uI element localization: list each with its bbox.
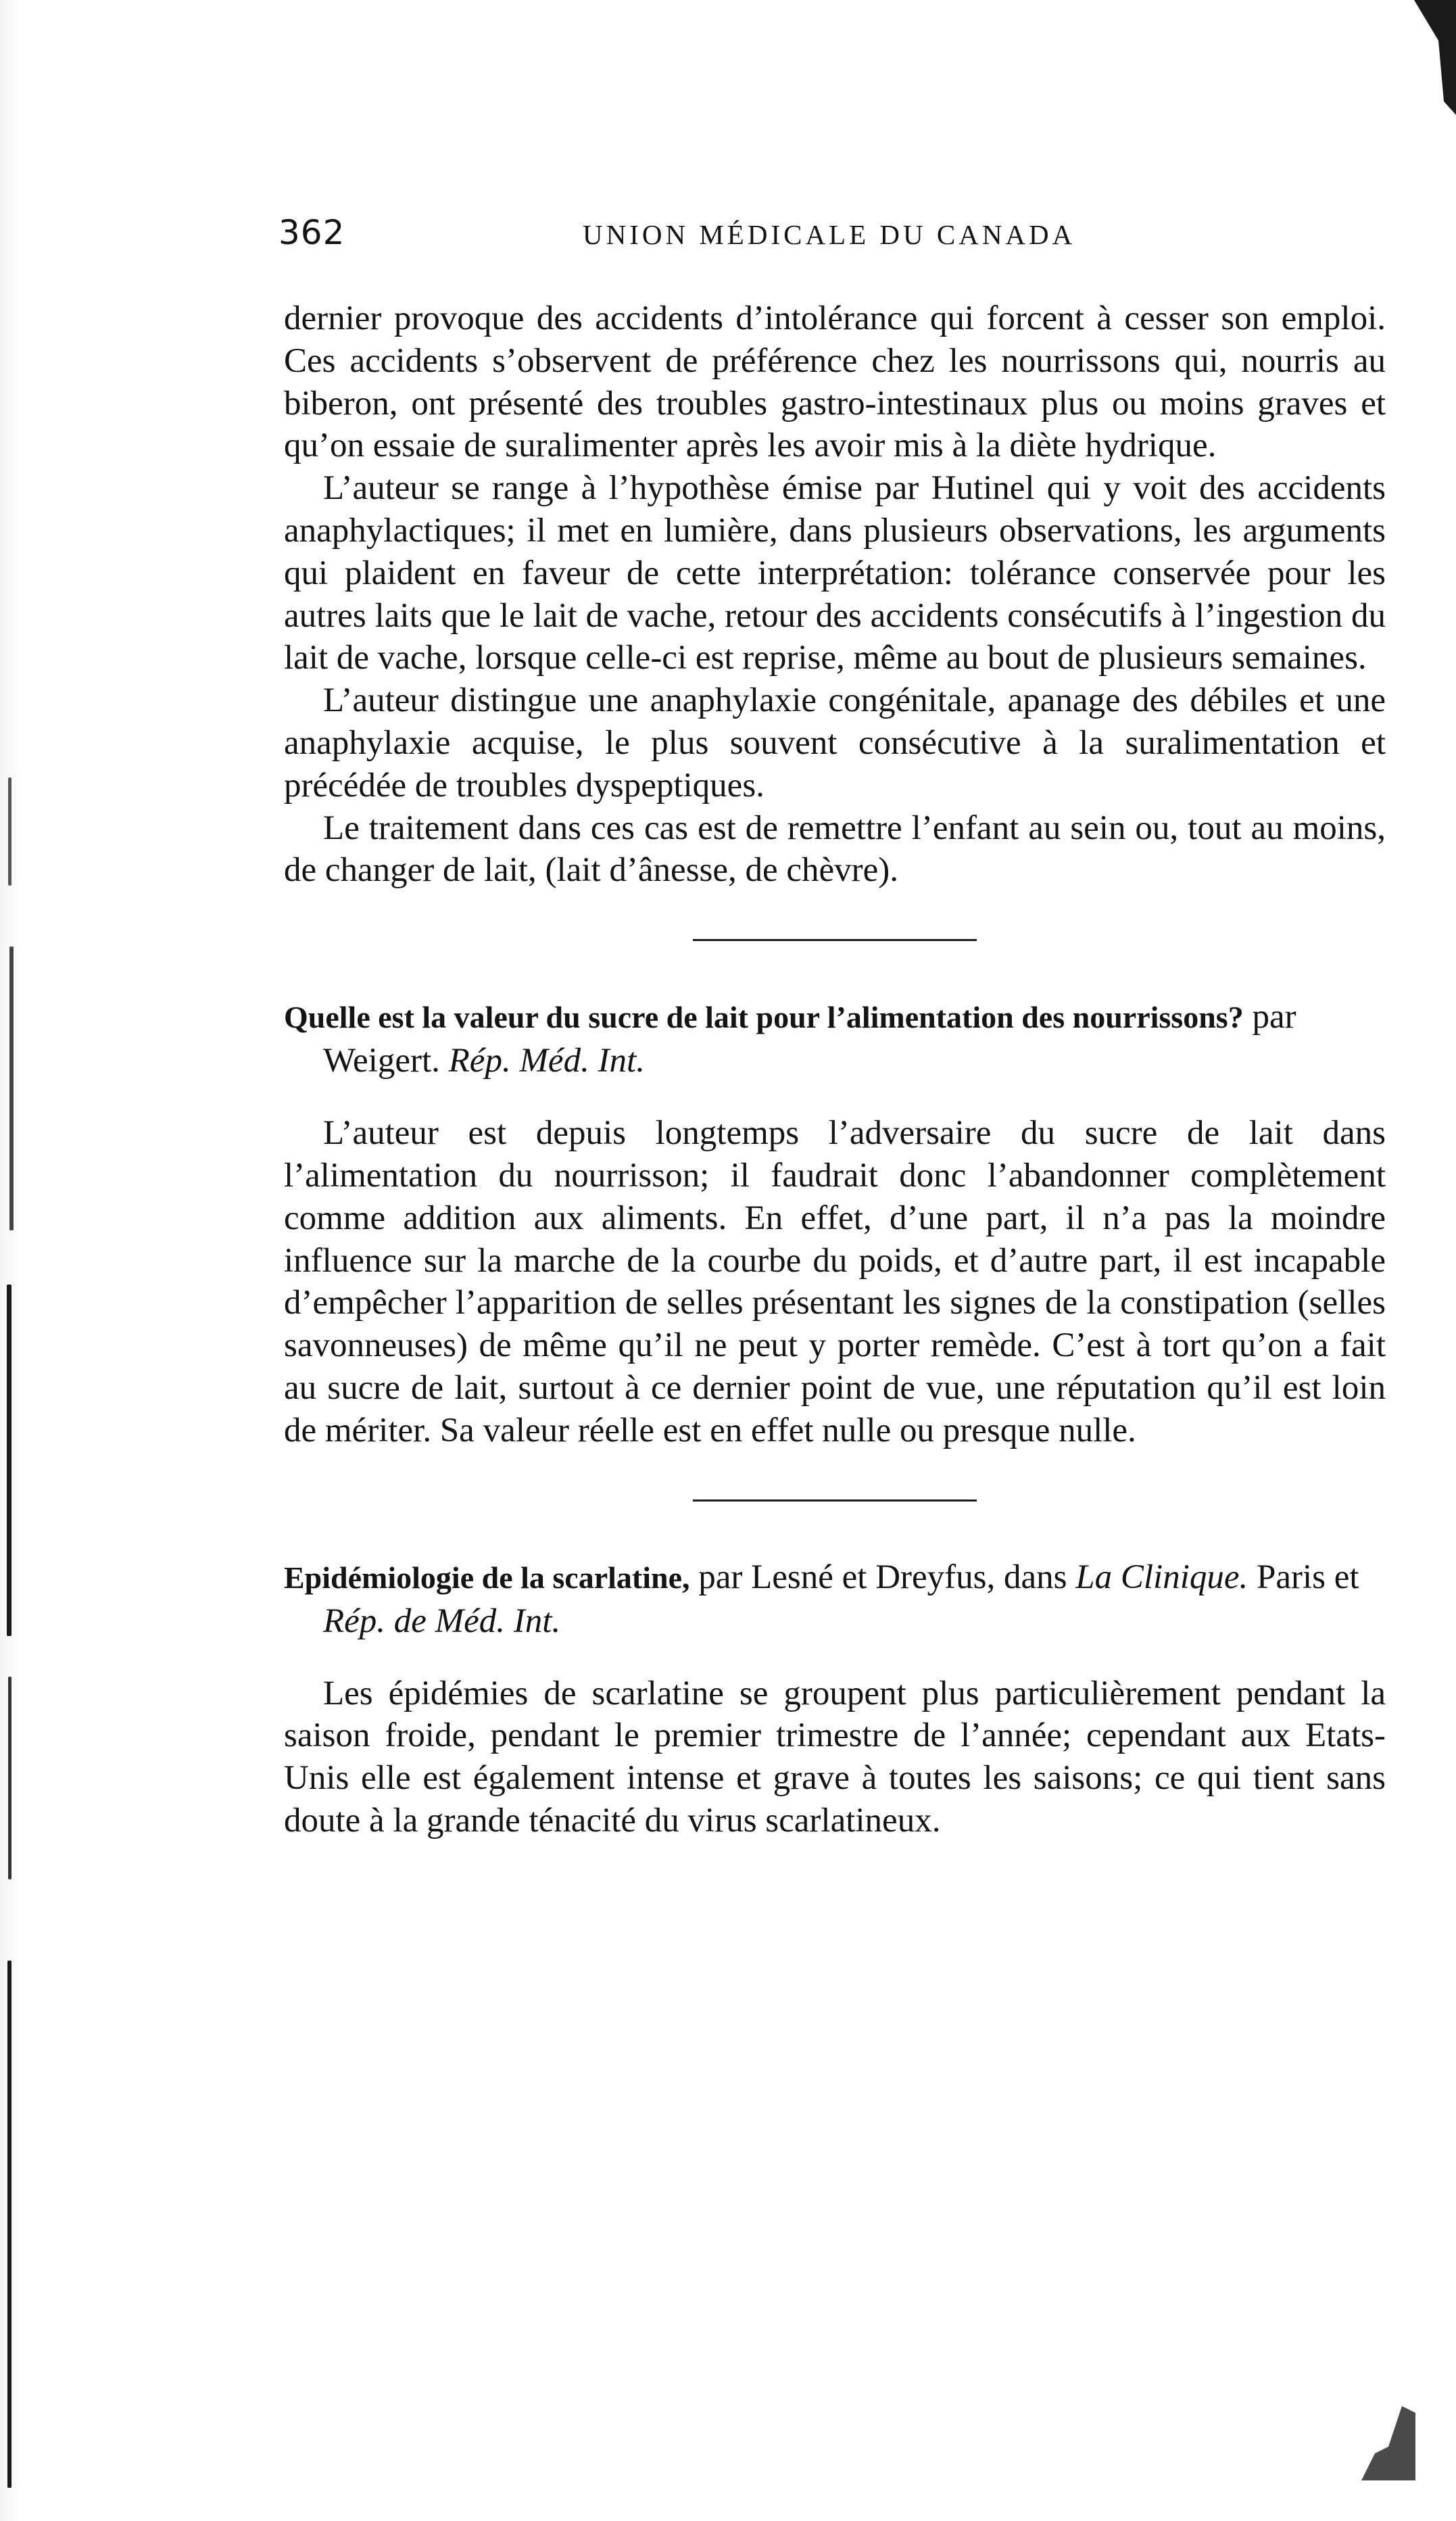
paragraph: L’auteur distingue une anaphylaxie congénitale, apanage des débiles et une anaphylaxie acquise, le plus souvent consécutive à la suralimentation et précédée de troubles dyspeptiques. (284, 681, 1386, 805)
article-title (284, 995, 1386, 1082)
article-title-source: La Clinique. (1075, 1558, 1248, 1596)
paragraph: Le traitement dans ces cas est de remettre l’enfant au sein ou, tout au moins, de changer de lait, (lait d’ânesse, de chèvre). (284, 809, 1386, 890)
page-number: 362 (278, 213, 345, 252)
article-body: Les épidémies de scarlatine se groupent plus particulièrement pendant la saison froide, pendant le premier trimestre de l’année; cependant aux Etats-Unis elle est également intense et grave à toutes les saisons; ce qui tient sans doute à la grande ténacité du virus scarlatineux. (284, 1674, 1386, 1840)
paragraph: dernier provoque des accidents d’intolérance qui forcent à cesser son emploi. Ces accidents s’observent de préférence chez les nourrissons qui, nourris au biberon, ont présenté des troubles gastro-intestinaux plus ou moins graves et qu’on essaie de suralimenter après les avoir mis à la diète hydrique. (284, 299, 1386, 465)
article-title-bold: Quelle est la valeur du sucre de lait pour l’alimentation des nourrissons? (284, 1000, 1244, 1035)
running-head: UNION MÉDICALE DU CANADA (583, 219, 1076, 250)
scan-left-edge (0, 0, 23, 2521)
scan-mark (7, 1961, 11, 2488)
scan-mark (8, 777, 11, 886)
article-title (284, 1556, 1386, 1643)
article-title-source: Rép. Méd. Int. (448, 1042, 645, 1080)
scan-mark (8, 1677, 11, 1879)
article-title-bold: Epidémiologie de la scarlatine, (284, 1560, 690, 1595)
article-title-author: par Weigert. (323, 998, 1296, 1080)
paragraph: L’auteur se range à l’hypothèse émise par Hutinel qui y voit des accidents anaphylactiques; il met en lumière, dans plusieurs observations, les arguments qui plaident en faveur de cette interprétation: tolérance conservée pour les autres laits que le lait de vache, retour des accidents consécutifs à l’ingestion du lait de vache, lorsque celle-ci est reprise, même au bout de plusieurs semaines. (284, 469, 1386, 677)
article-sucre-de-lait (284, 995, 1386, 1451)
article-title-place: Paris et (1248, 1558, 1359, 1596)
section-divider (693, 1499, 977, 1502)
article-body: L’auteur est depuis longtemps l’adversaire du sucre de lait dans l’alimentation du nourrisson; il faudrait donc l’abandonner complètement comme addition aux aliments. En effet, d’une part, il n’a pas la moindre influence sur la marche de la courbe du poids, et d’autre part, il est incapable d’empêcher l’apparition de selles présentant les signes de la constipation (selles savonneuses) de même qu’il ne peut y porter remède. C’est à tort qu’on a fait au sucre de lait, surtout à ce dernier point de vue, une réputation qu’il est loin de mériter. Sa valeur réelle est en effet nulle ou presque nulle. (284, 1114, 1386, 1449)
scan-corner-smudge (1355, 2406, 1415, 2480)
scan-mark (9, 946, 14, 1230)
scan-corner-mark (1409, 0, 1456, 128)
scan-mark (7, 1284, 11, 1636)
section-anaphylaxie (284, 297, 1386, 892)
page-header (278, 213, 1387, 267)
article-title-source: Rép. de Méd. Int. (323, 1602, 561, 1640)
article-title-author: par Lesné et Dreyfus, dans (689, 1558, 1076, 1596)
page-body (284, 297, 1386, 1842)
section-divider (693, 939, 977, 941)
article-scarlatine (284, 1556, 1386, 1842)
